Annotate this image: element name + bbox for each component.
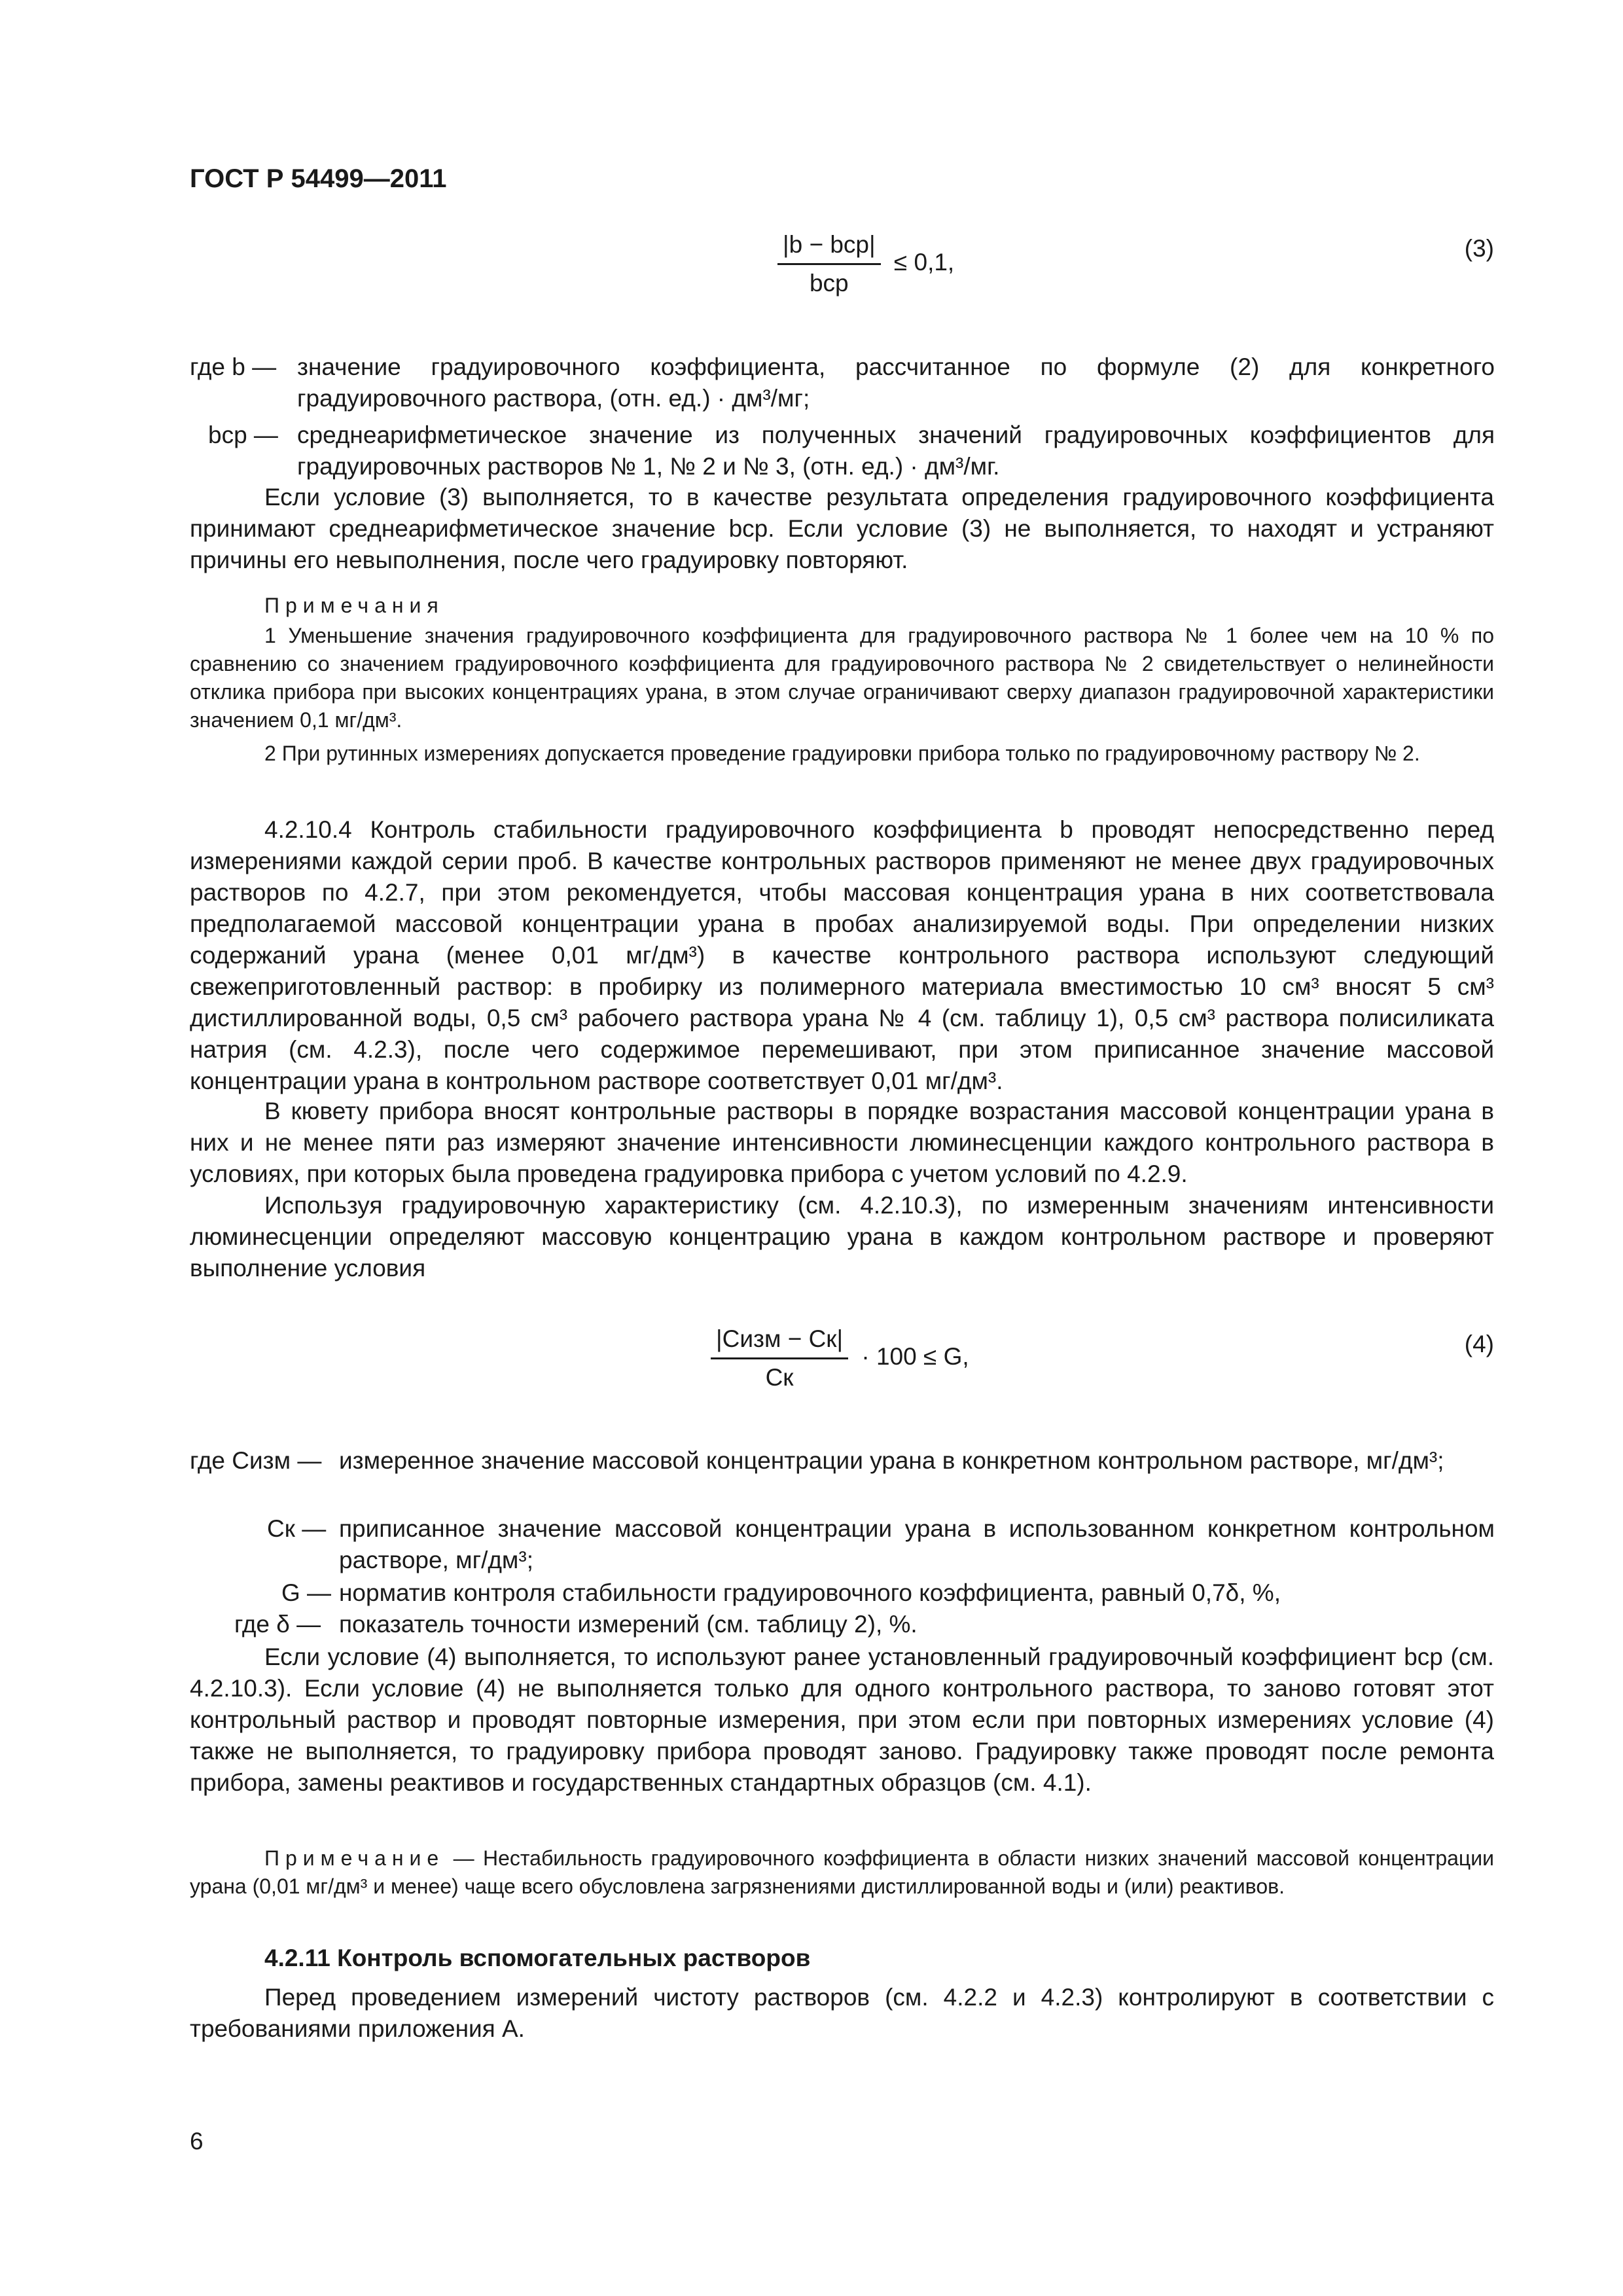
paragraph-using: Используя градуировочную характеристику (см. 4.2.10.3), по измеренным значениям интенсивности люминесценции определяют массовую концентрацию урана в каждом контрольном растворе и проверяют выполнение условия — [190, 1192, 1494, 1282]
def-cizm-term: где Cизм — — [190, 1447, 322, 1474]
paragraph-condition-3: Если условие (3) выполняется, то в качестве результата определения градуировочного коэффициента принимают среднеарифметическое значение bср. Если условие (3) не выполняется, то находят и устраняют причины его невыполнения, после чего градуировку повторяют. — [190, 484, 1494, 573]
def-delta-text: показатель точности измерений (см. таблицу 2), %. — [339, 1611, 918, 1638]
paragraph-cuvette: В кювету прибора вносят контрольные растворы в порядке возрастания массовой концентрации урана в них и не менее пяти раз измеряют значение интенсивности люминесценции каждого контрольного раствора в условиях, при которых была проведена градуировка прибора с учетом условий по 4.2.9. — [190, 1098, 1494, 1187]
formula-3 — [777, 229, 954, 299]
formula-3-relation: ≤ 0,1, — [893, 249, 955, 276]
paragraph-condition-4: Если условие (4) выполняется, то используют ранее установленный градуировочный коэффициент bср (см. 4.2.10.3). Если условие (4) не выполняется только для одного контрольного раствора, то заново готовят этот контрольный раствор и проводят повторные измерения, при этом если при повторных измерениях условие (4) также не выполняется, то градуировку прибора проводят заново. Градуировку также проводят после ремонта прибора, замены реактивов и государственных стандартных образцов (см. 4.1). — [190, 1643, 1494, 1796]
def-ck-term: Cк — — [267, 1515, 327, 1542]
notes-heading: Примечания — [264, 594, 444, 617]
formula-3-fraction — [777, 229, 881, 299]
note-instability-text: — Нестабильность градуировочного коэффициента в области низких значений массовой концентрации урана (0,01 мг/дм³ и менее) чаще всего обусловлена загрязнениями дистиллированной воды и (или) реактивов. — [190, 1846, 1495, 1898]
def-bcp-text: среднеарифметическое значение из полученных значений градуировочных коэффициентов для градуировочных растворов № 1, № 2 и № 3, (отн. ед.) · дм³/мг. — [297, 422, 1495, 480]
note-2: 2 При рутинных измерениях допускается проведение градуировки прибора только по градуировочному раствору № 2. — [264, 742, 1420, 765]
paragraph-4-2-11: Перед проведением измерений чистоту растворов (см. 4.2.2 и 4.2.3) контролируют в соответствии с требованиями приложения А. — [190, 1984, 1494, 2042]
formula-4 — [711, 1323, 969, 1393]
note-instability-label: Примечание — [264, 1846, 445, 1870]
def-b-term: где b — — [190, 353, 277, 380]
formula-4-fraction — [711, 1323, 848, 1393]
def-bcp-term: bср — — [208, 422, 278, 448]
def-g-text: норматив контроля стабильности градуировочного коэффициента, равный 0,7δ, %, — [339, 1579, 1281, 1606]
def-b-text: значение градуировочного коэффициента, рассчитанное по формуле (2) для конкретного градуировочного раствора, (отн. ед.) · дм³/мг; — [297, 353, 1495, 412]
formula-4-relation: · 100 ≤ G, — [861, 1343, 969, 1371]
section-number: 4.2.11 — [264, 1945, 330, 1971]
section-4-2-11-heading — [190, 1943, 1494, 1974]
section-title: Контроль вспомогательных растворов — [337, 1945, 811, 1971]
formula-3-number: (3) — [1464, 235, 1494, 262]
page-number: 6 — [190, 2128, 204, 2155]
formula-4-number: (4) — [1464, 1331, 1494, 1357]
formula-3-numerator: |b − bср| — [777, 229, 881, 265]
def-cizm-text: измеренное значение массовой концентрации урана в конкретном контрольном растворе, мг/дм³; — [339, 1447, 1444, 1474]
def-delta-term: где δ — — [234, 1611, 321, 1638]
formula-4-denominator: Cк — [765, 1364, 794, 1391]
def-ck-text: приписанное значение массовой концентрации урана в использованном конкретном контрольном растворе, мг/дм³; — [339, 1515, 1495, 1573]
def-g-term: G — — [281, 1579, 332, 1606]
note-1: 1 Уменьшение значения градуировочного коэффициента для градуировочного раствора № 1 более чем на 10 % по сравнению со значением градуировочного коэффициента для градуировочного раствора № 2 свидетельствует о нелинейности отклика прибора при высоких концентрациях урана, в этом случае ограничивают сверху диапазон градуировочной характеристики значением 0,1 мг/дм³. — [190, 624, 1494, 732]
document-header: ГОСТ Р 54499—2011 — [190, 164, 447, 193]
note-instability — [190, 1844, 1494, 1901]
paragraph-4-2-10-4: 4.2.10.4 Контроль стабильности градуировочного коэффициента b проводят непосредственно перед измерениями каждой серии проб. В качестве контрольных растворов применяют не менее двух градуировочных растворов по 4.2.7, при этом рекомендуется, чтобы массовая концентрация урана в них соответствовала предполагаемой массовой концентрации урана в пробах анализируемой воды. При определении низких содержаний урана (менее 0,01 мг/дм³) в качестве контрольного раствора используют следующий свежеприготовленный раствор: в пробирку из полимерного материала вместимостью 10 см³ вносят 5 см³ дистиллированной воды, 0,5 см³ рабочего раствора урана № 4 (см. таблицу 1), 0,5 см³ раствора полисиликата натрия (см. 4.2.3), после чего содержимое перемешивают, при этом приписанное значение массовой концентрации урана в контрольном растворе соответствует 0,01 мг/дм³. — [190, 816, 1494, 1094]
formula-3-denominator: bср — [809, 270, 849, 296]
formula-4-numerator: |Cизм − Cк| — [711, 1323, 848, 1359]
